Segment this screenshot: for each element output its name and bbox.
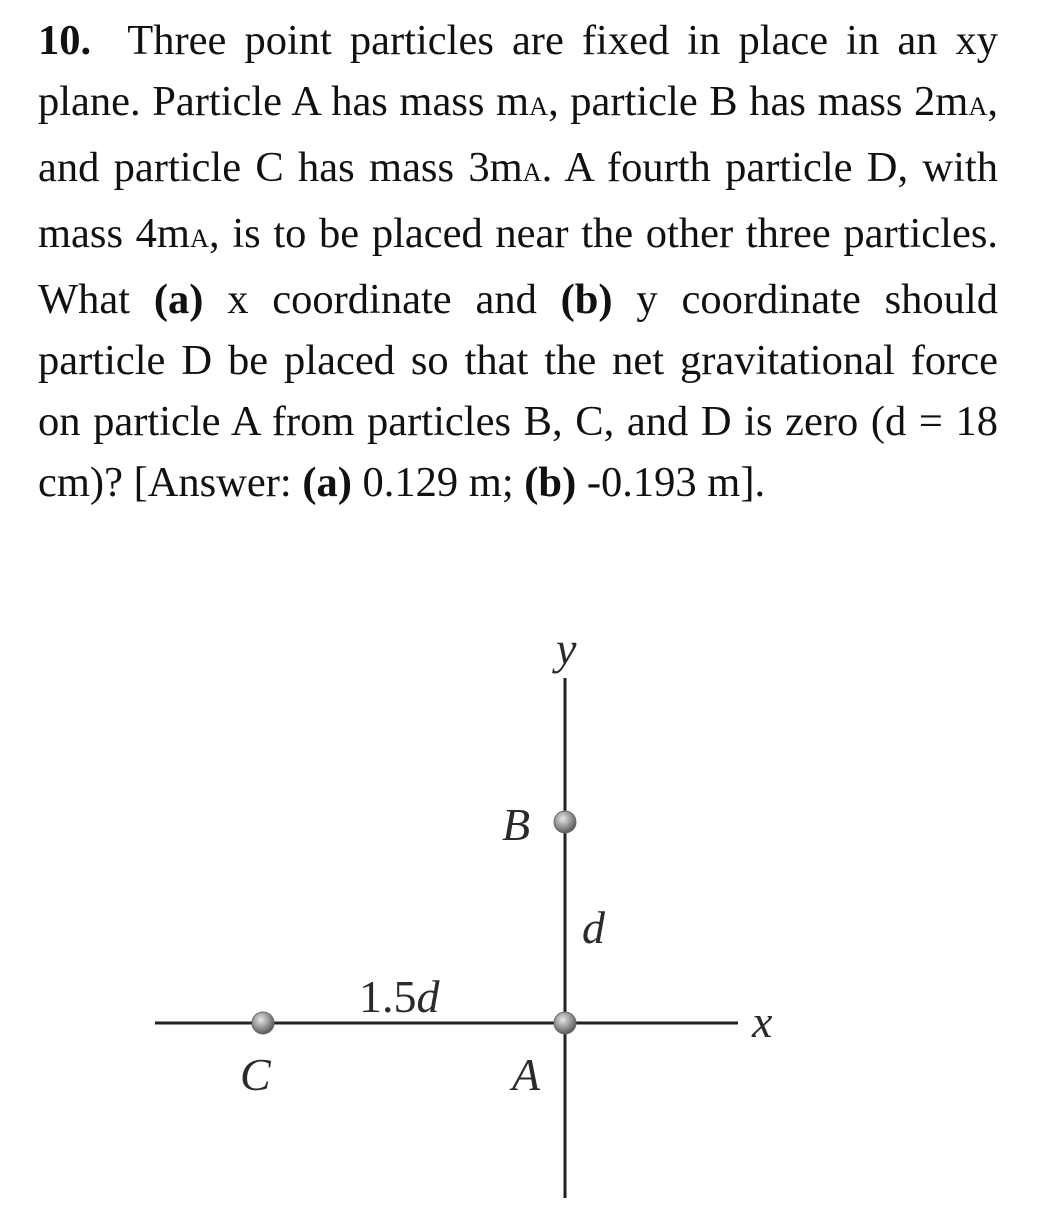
particle-diagram (0, 620, 1038, 1220)
problem-text-part: . A fourth particle D, with mass 4m (38, 144, 998, 257)
particle-c (252, 1012, 274, 1034)
problem-number: 10. (38, 17, 92, 64)
subscript: A (189, 224, 210, 253)
problem-text-part: y coordinate should particle D be placed so that the net gravitational force on particle A from particles B, C, and D is zero (d = 18 cm)? [Answer: (38, 276, 998, 506)
part-a-label: (a) (153, 276, 204, 323)
subscript: A (529, 92, 549, 121)
problem-text-part: x coordinate and (203, 276, 561, 323)
x-axis-label: x (752, 996, 773, 1047)
y-axis-label: y (556, 623, 577, 674)
answer-a-value: 0.129 m; (351, 459, 525, 506)
problem-text-part: Three point particles are fixed in place in an xy plane. Particle A has mass m (38, 17, 999, 125)
particle-a-label: A (512, 1049, 541, 1100)
subscript: A (968, 92, 988, 121)
distance-ac-label: 1.5d (359, 971, 440, 1022)
problem-text (38, 10, 998, 513)
problem-text-part: , is to be placed near the other three particles. What (38, 210, 998, 323)
answer-b-label: (b) (524, 459, 577, 506)
problem-text-part: , particle B has mass 2m (548, 78, 969, 125)
particle-a (554, 1012, 576, 1034)
distance-ab-label: d (582, 902, 605, 953)
answer-b-value: -0.193 m]. (576, 459, 766, 506)
particle-c-label: C (240, 1049, 271, 1100)
part-b-label: (b) (560, 276, 613, 323)
problem-text-part: , and particle C has mass 3m (38, 78, 998, 191)
particle-b-label: B (502, 799, 531, 850)
particle-b (554, 811, 576, 833)
subscript: A (522, 158, 542, 187)
answer-a-label: (a) (302, 459, 352, 506)
